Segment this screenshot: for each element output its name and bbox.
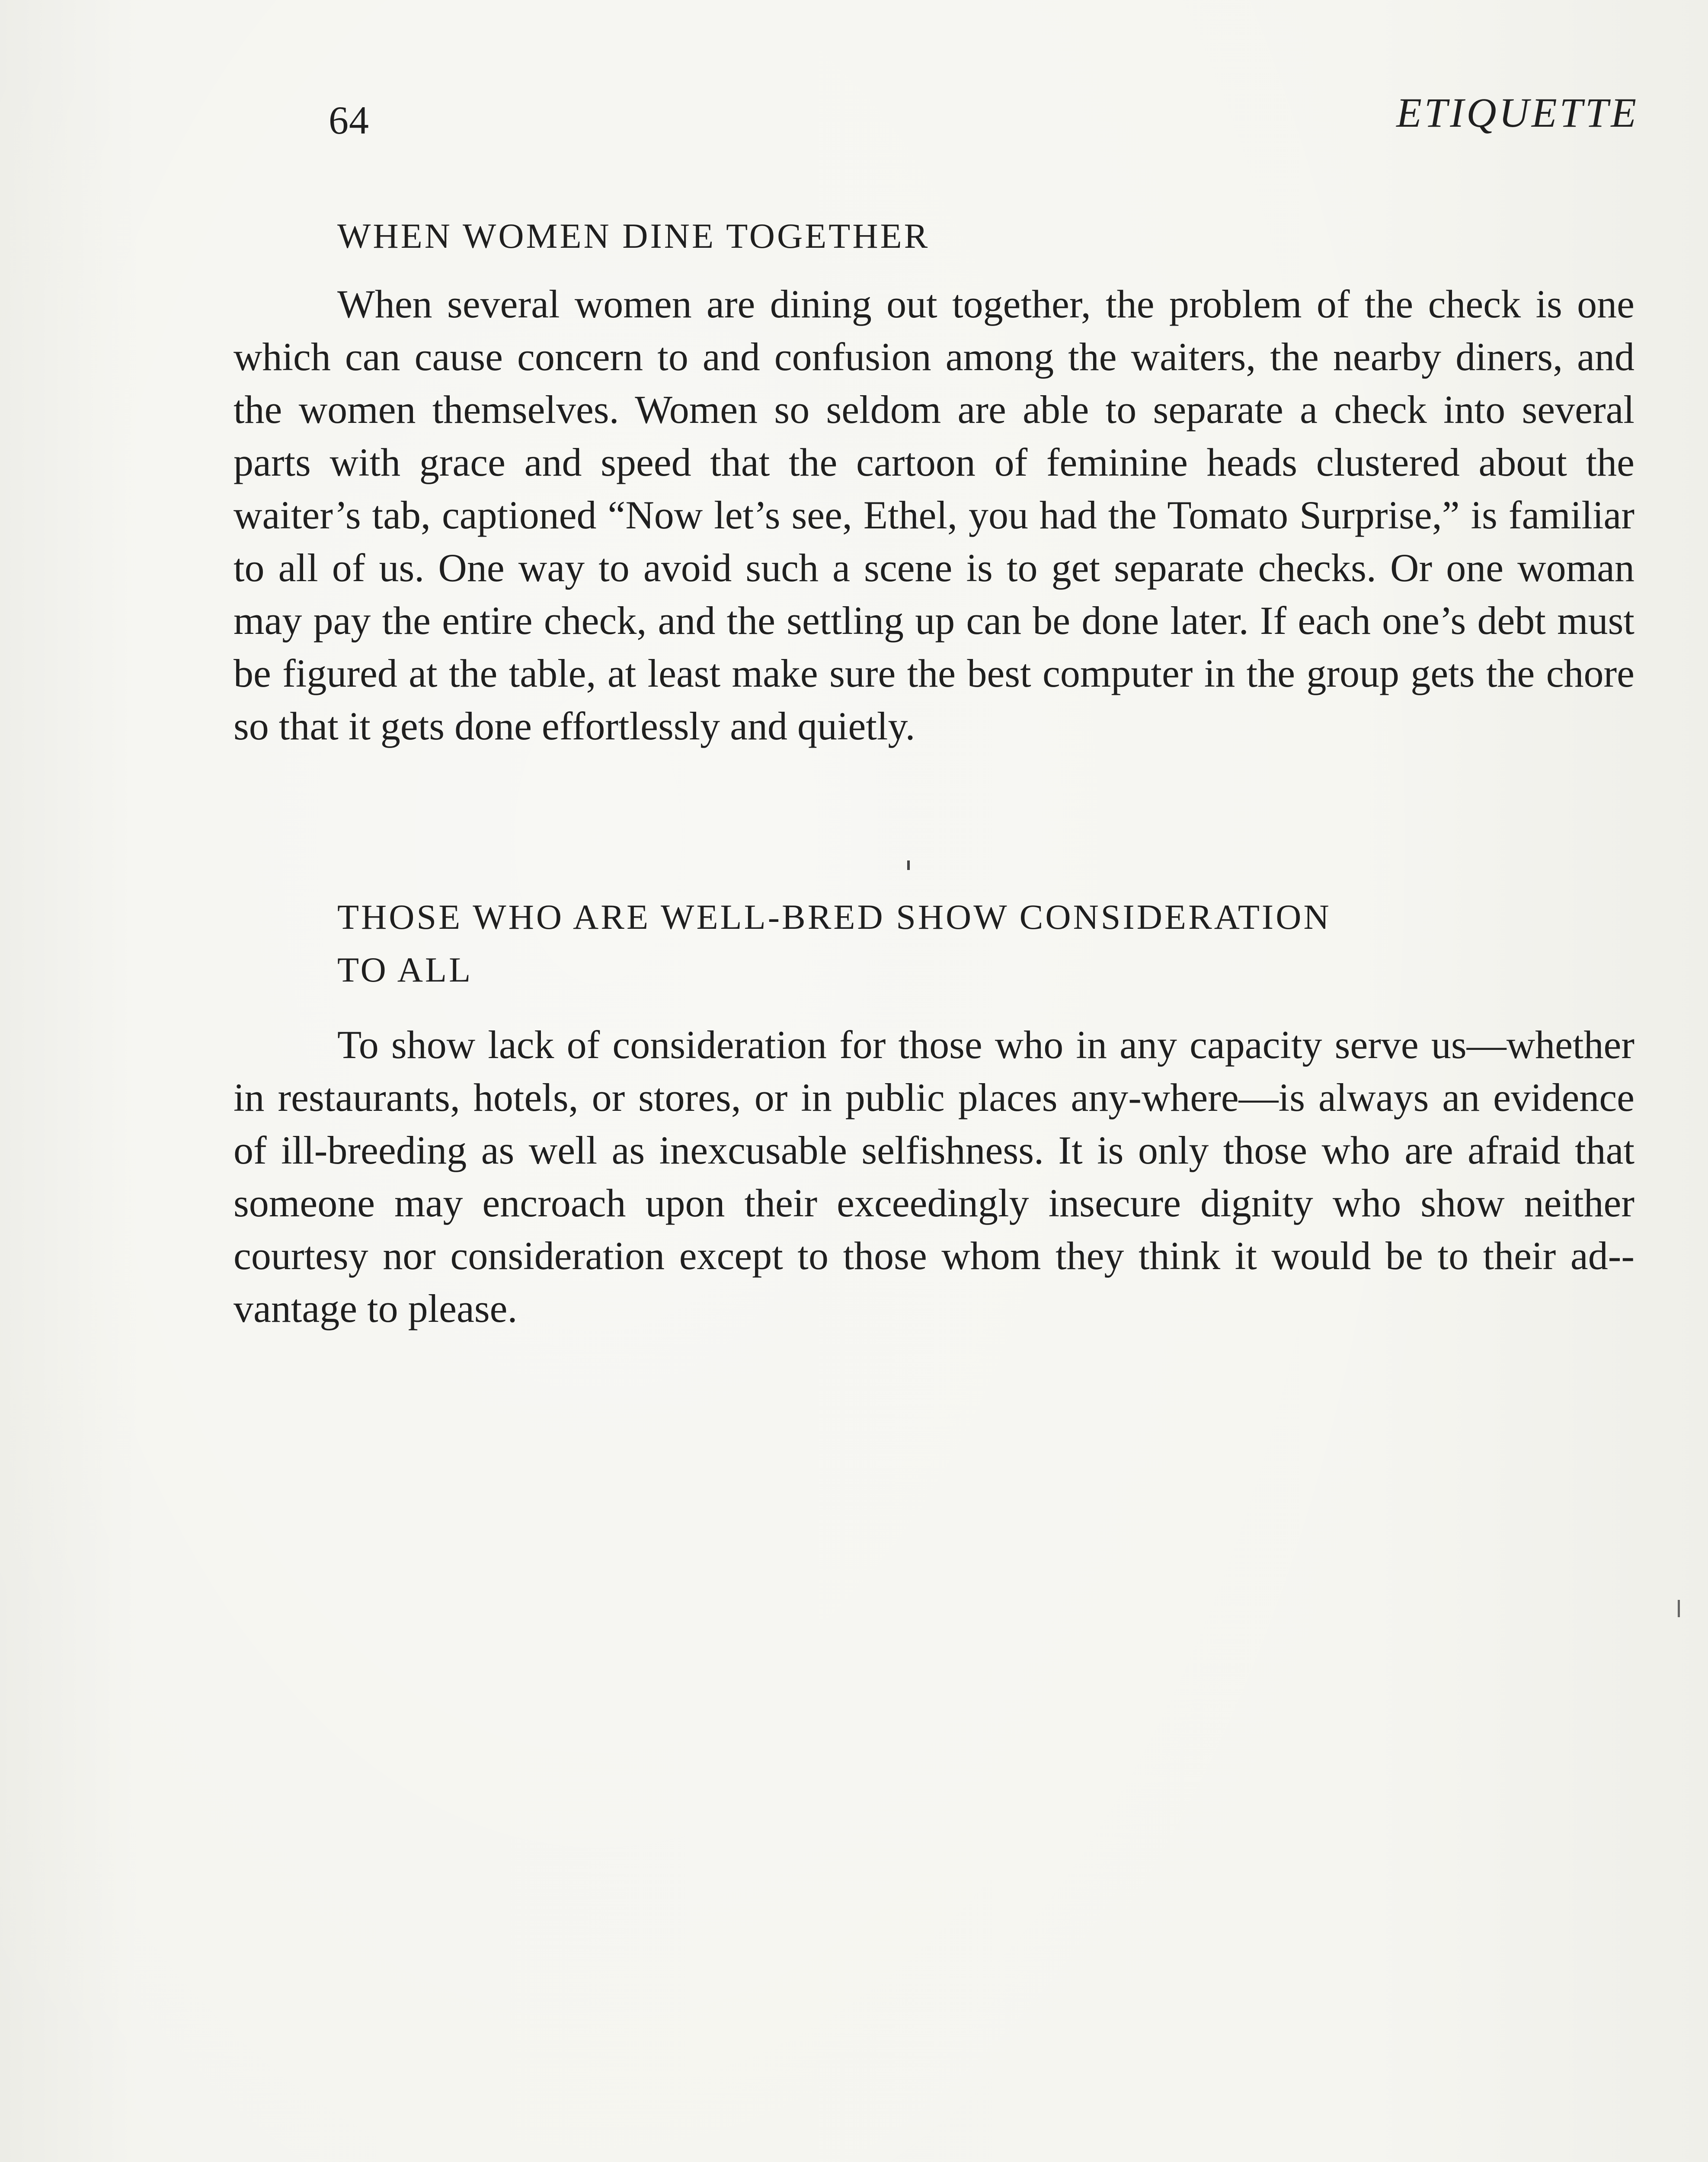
- section-heading-women-dine: WHEN WOMEN DINE TOGETHER: [337, 216, 930, 256]
- page-number: 64: [329, 98, 369, 142]
- edge-print-mark: [1678, 1600, 1680, 1617]
- paragraph-women-dine: When several women are dining out together, the problem of the check is one which can cause concern to and confusion among the waiters, the nearby diners, and the women themselves. Women so seldom are able to separate a check into several parts with grace and speed that the cartoon of feminine heads clustered about the waiter’s tab, captioned “Now let’s see, Ethel, you had the Tomato Surprise,” is familiar to all of us. One way to avoid such a scene is to get separate checks. Or one woman may pay the entire check, and the settling up can be done later. If each one’s debt must be figured at the table, at least make sure the best computer in the group gets the chore so that it gets done effortlessly and quietly.: [233, 282, 1634, 748]
- running-title: ETIQUETTE: [1396, 90, 1639, 136]
- paragraph-consideration: To show lack of consideration for those who in any capacity serve us—whether in restaurants, hotels, or stores, or in public places any-where—is always an evidence of ill-breeding as well as inexcusable selfishness. It is only those who are afraid that someone may encroach upon their exceedingly insecure dignity who show neither courtesy nor consideration except to those whom they think it would be to their ad-vantage to please.: [233, 1023, 1634, 1330]
- section-heading-consideration: THOSE WHO ARE WELL-BRED SHOW CONSIDERATION TO ALL: [337, 897, 1331, 989]
- stray-print-mark: [907, 860, 910, 870]
